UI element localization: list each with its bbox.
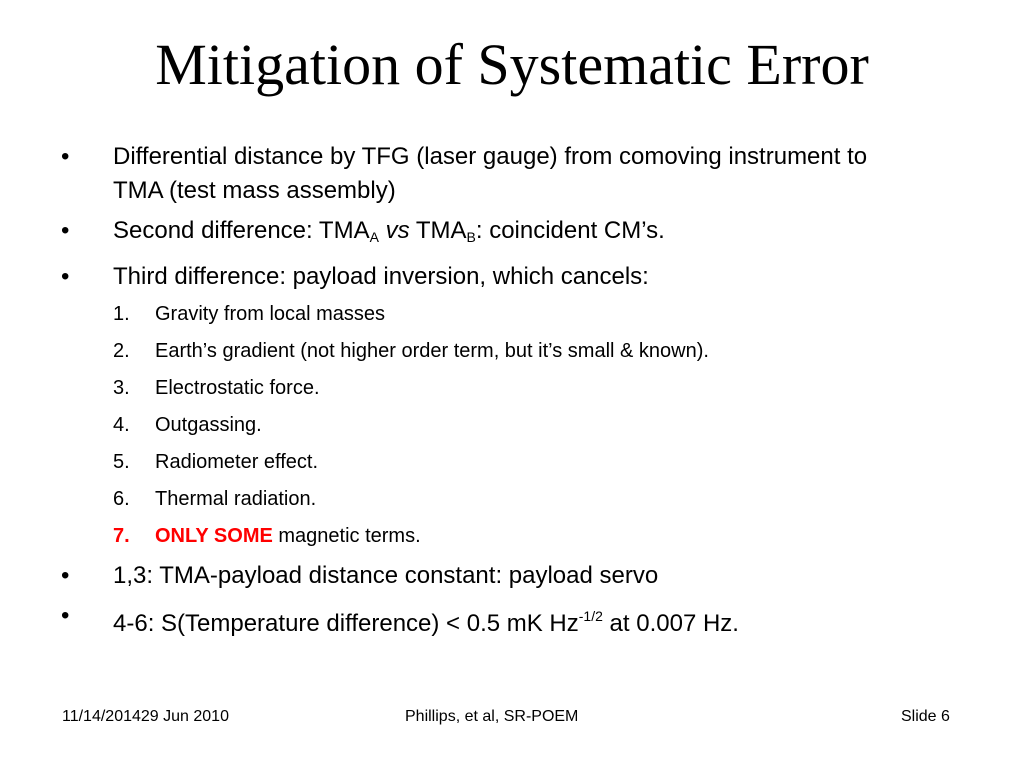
numbered-item: [0, 448, 915, 476]
numbered-item: [0, 300, 915, 328]
item-text: Earth’s gradient (not higher order term, but it’s small & known).: [155, 340, 709, 362]
bullet-marker: •: [61, 263, 70, 290]
item-text: Outgassing.: [155, 414, 262, 436]
slide-title: Mitigation of Systematic Error: [155, 32, 869, 97]
item-text: magnetic terms.: [272, 525, 421, 547]
vs-text: vs: [385, 217, 410, 244]
bullet-text: Third difference: payload inversion, which cancels:: [113, 263, 649, 290]
subscript-b: B: [466, 229, 476, 245]
item-number: 2.: [113, 340, 130, 362]
bullet-list: [0, 140, 1024, 647]
item-number: 4.: [113, 414, 130, 436]
bullet-marker: •: [61, 143, 70, 170]
tma-text: TMA: [415, 217, 467, 244]
bullet-marker: •: [61, 602, 70, 629]
item-text: Thermal radiation.: [155, 488, 317, 510]
bullet-item: [0, 559, 873, 593]
subscript-a: A: [369, 229, 379, 245]
bullet-item: [0, 260, 873, 294]
item-number: 3.: [113, 377, 130, 399]
bullet-text-suffix: : coincident CM’s.: [475, 217, 665, 244]
numbered-item: [0, 485, 915, 513]
bullet-text: 1,3: TMA-payload distance constant: payload servo: [113, 562, 659, 589]
numbered-item: [0, 411, 915, 439]
item-text: Gravity from local masses: [155, 303, 386, 325]
numbered-item: [0, 337, 915, 365]
footer-date: 11/14/201429 Jun 2010: [62, 708, 229, 725]
superscript-exponent: -1/2: [578, 608, 603, 624]
footer-authors: Phillips, et al, SR-POEM: [405, 708, 579, 725]
footer-slide-number: Slide 6: [901, 708, 950, 725]
bullet-marker: •: [61, 217, 70, 244]
bullet-text-prefix: Second difference: TMA: [113, 217, 370, 244]
bullet-text-prefix: 4-6: S(Temperature difference) < 0.5 mK Hz: [113, 610, 579, 637]
bullet-text-suffix: at 0.007 Hz.: [602, 610, 739, 637]
bullet-item: [0, 140, 873, 208]
item-number: 1.: [113, 303, 130, 325]
bullet-item: [0, 599, 873, 641]
item-number: 5.: [113, 451, 130, 473]
item-number: 7.: [113, 525, 130, 547]
highlight-text: ONLY SOME: [155, 525, 273, 547]
item-text: Electrostatic force.: [155, 377, 320, 399]
numbered-item: [0, 522, 915, 550]
bullet-item: [0, 214, 873, 254]
item-number: 6.: [113, 488, 130, 510]
bullet-text: Differential distance by TFG (laser gauge) from comoving instrument to TMA (test mass assembly): [113, 143, 868, 204]
item-text: Radiometer effect.: [155, 451, 319, 473]
bullet-marker: •: [61, 562, 70, 589]
numbered-item: [0, 374, 915, 402]
